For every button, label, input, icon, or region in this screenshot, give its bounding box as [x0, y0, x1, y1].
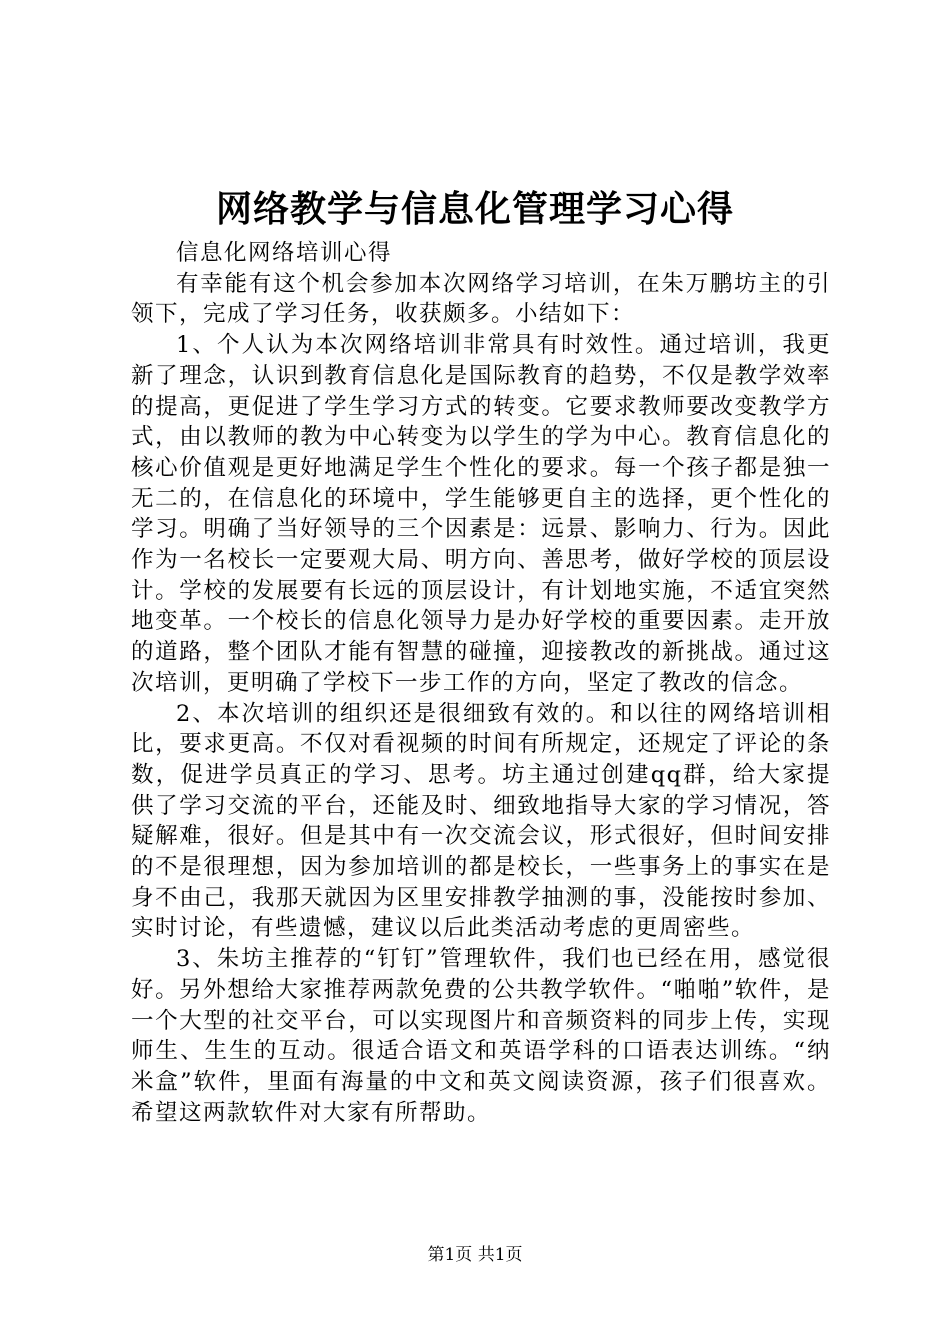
page-footer: 第1页 共1页	[427, 1245, 523, 1265]
point-1-paragraph: 1、个人认为本次网络培训非常具有时效性。通过培训，我更新了理念，认识到教育信息化是国际教育的趋势，不仅是教学效率的提高，更促进了学生学习方式的转变。它要求教师要改变教学方式，由以教师的教为中心转变为以学生的学为中心。教育信息化的核心价值观是更好地满足学生个性化的要求。每一个孩子都是独一无二的，在信息化的环境中，学生能够更自主的选择，更个性化的学习。明确了当好领导的三个因素是：远景、影响力、行为。因此作为一名校长一定要观大局、明方向、善思考，做好学校的顶层设计。学校的发展要有长远的顶层设计，有计划地实施，不适宜突然地变革。一个校长的信息化领导力是办好学校的重要因素。走开放的道路，整个团队才能有智慧的碰撞，迎接教改的新挑战。通过这次培训，更明确了学校下一步工作的方向，坚定了教改的信念。	[131, 332, 831, 696]
intro-paragraph: 有幸能有这个机会参加本次网络学习培训，在朱万鹏坊主的引领下，完成了学习任务，收获颇多。小结如下：	[131, 270, 831, 328]
document-title: 网络教学与信息化管理学习心得	[215, 188, 734, 230]
point-3-paragraph: 3、朱坊主推荐的“钉钉”管理软件，我们也已经在用，感觉很好。另外想给大家推荐两款免费的公共教学软件。“啪啪”软件，是一个大型的社交平台，可以实现图片和音频资料的同步上传，实现师生、生生的互动。很适合语文和英语学科的口语表达训练。“纳米盒”软件，里面有海量的中文和英文阅读资源，孩子们很喜欢。希望这两款软件对大家有所帮助。	[131, 946, 831, 1126]
subtitle-paragraph: 信息化网络培训心得	[176, 240, 393, 266]
document-body	[131, 238, 831, 1128]
point-2-paragraph: 2、本次培训的组织还是很细致有效的。和以往的网络培训相比，要求更高。不仅对看视频的时间有所规定，还规定了评论的条数，促进学员真正的学习、思考。坊主通过创建qq群，给大家提供了学习交流的平台，还能及时、细致地指导大家的学习情况，答疑解难，很好。但是其中有一次交流会议，形式很好，但时间安排的不是很理想，因为参加培训的都是校长，一些事务上的事实在是身不由己，我那天就因为区里安排教学抽测的事，没能按时参加、实时讨论，有些遗憾，建议以后此类活动考虑的更周密些。	[131, 700, 831, 942]
